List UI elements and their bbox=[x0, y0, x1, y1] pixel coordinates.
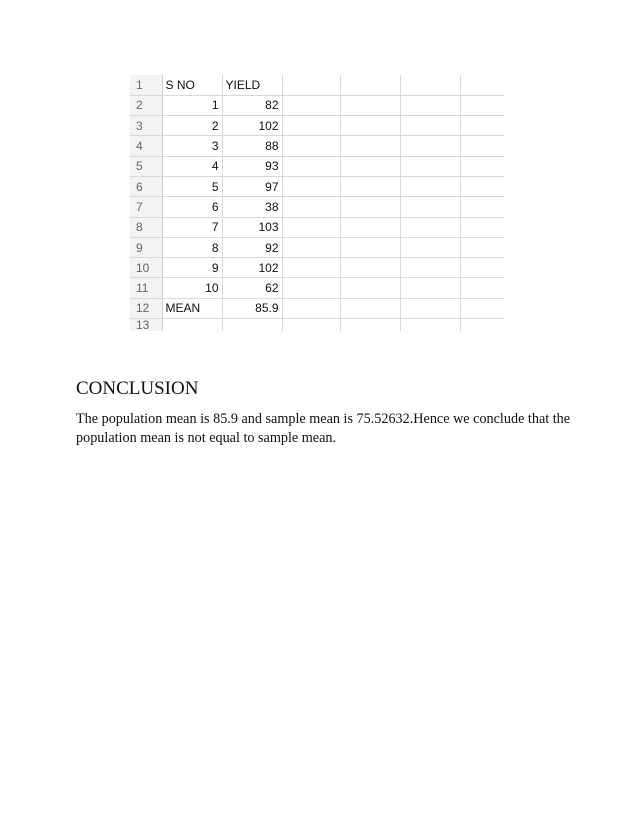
row-number: 5 bbox=[130, 156, 162, 176]
sno-cell: 6 bbox=[162, 197, 222, 217]
empty-cell bbox=[282, 95, 340, 115]
empty-cell bbox=[400, 116, 460, 136]
row-number: 1 bbox=[130, 75, 162, 95]
spreadsheet-grid bbox=[130, 75, 504, 331]
empty-cell bbox=[340, 136, 400, 156]
empty-cell bbox=[460, 298, 504, 318]
empty-cell bbox=[340, 197, 400, 217]
yield-cell: 102 bbox=[222, 116, 282, 136]
sheet-row bbox=[130, 176, 504, 196]
empty-cell bbox=[400, 278, 460, 298]
empty-cell bbox=[400, 217, 460, 237]
empty-cell bbox=[460, 197, 504, 217]
empty-cell bbox=[282, 116, 340, 136]
sheet-row bbox=[130, 197, 504, 217]
sheet-row bbox=[130, 237, 504, 257]
empty-cell bbox=[340, 278, 400, 298]
sno-cell: 8 bbox=[162, 237, 222, 257]
empty-cell bbox=[222, 319, 282, 332]
sheet-row bbox=[130, 278, 504, 298]
sheet-row bbox=[130, 75, 504, 95]
empty-cell bbox=[460, 116, 504, 136]
yield-cell: 92 bbox=[222, 237, 282, 257]
sheet-row bbox=[130, 95, 504, 115]
mean-label: MEAN bbox=[162, 298, 222, 318]
empty-cell bbox=[460, 319, 504, 332]
sno-cell: 4 bbox=[162, 156, 222, 176]
yield-cell: 88 bbox=[222, 136, 282, 156]
empty-cell bbox=[340, 156, 400, 176]
sno-cell: 5 bbox=[162, 176, 222, 196]
empty-cell bbox=[340, 176, 400, 196]
empty-cell bbox=[400, 156, 460, 176]
empty-cell bbox=[282, 75, 340, 95]
empty-cell bbox=[400, 75, 460, 95]
empty-cell bbox=[282, 319, 340, 332]
yield-cell: 62 bbox=[222, 278, 282, 298]
empty-cell bbox=[340, 319, 400, 332]
yield-cell: 82 bbox=[222, 95, 282, 115]
empty-cell bbox=[282, 176, 340, 196]
sno-cell: 2 bbox=[162, 116, 222, 136]
empty-cell bbox=[282, 136, 340, 156]
empty-cell bbox=[282, 278, 340, 298]
empty-cell bbox=[282, 237, 340, 257]
yield-cell: 102 bbox=[222, 258, 282, 278]
conclusion-text: The population mean is 85.9 and sample mean is 75.52632.Hence we conclude that the population mean is not equal to sample mean. bbox=[76, 411, 571, 446]
empty-cell bbox=[460, 217, 504, 237]
row-number: 7 bbox=[130, 197, 162, 217]
empty-cell bbox=[400, 136, 460, 156]
row-number: 11 bbox=[130, 278, 162, 298]
empty-cell bbox=[340, 95, 400, 115]
empty-cell bbox=[340, 75, 400, 95]
empty-cell bbox=[340, 298, 400, 318]
empty-cell bbox=[282, 156, 340, 176]
sheet-row bbox=[130, 136, 504, 156]
row-number: 6 bbox=[130, 176, 162, 196]
empty-cell bbox=[460, 95, 504, 115]
empty-cell bbox=[400, 237, 460, 257]
yield-cell: 93 bbox=[222, 156, 282, 176]
yield-cell: 97 bbox=[222, 176, 282, 196]
sheet-row bbox=[130, 217, 504, 237]
empty-cell bbox=[282, 298, 340, 318]
row-number: 13 bbox=[130, 319, 162, 332]
yield-cell: 103 bbox=[222, 217, 282, 237]
sheet-row bbox=[130, 298, 504, 318]
sno-cell: 7 bbox=[162, 217, 222, 237]
row-number: 2 bbox=[130, 95, 162, 115]
empty-cell bbox=[460, 156, 504, 176]
empty-cell bbox=[460, 75, 504, 95]
empty-cell bbox=[400, 258, 460, 278]
empty-cell bbox=[460, 258, 504, 278]
empty-cell bbox=[400, 298, 460, 318]
empty-cell bbox=[400, 95, 460, 115]
empty-cell bbox=[400, 176, 460, 196]
empty-cell bbox=[340, 116, 400, 136]
empty-cell bbox=[460, 136, 504, 156]
sno-header: S NO bbox=[162, 75, 222, 95]
sheet-row bbox=[130, 319, 504, 332]
empty-cell bbox=[282, 197, 340, 217]
row-number: 9 bbox=[130, 237, 162, 257]
yield-cell: 38 bbox=[222, 197, 282, 217]
empty-cell bbox=[340, 258, 400, 278]
empty-cell bbox=[460, 176, 504, 196]
empty-cell bbox=[400, 319, 460, 332]
empty-cell bbox=[282, 258, 340, 278]
mean-value: 85.9 bbox=[222, 298, 282, 318]
sno-cell: 1 bbox=[162, 95, 222, 115]
empty-cell bbox=[460, 278, 504, 298]
empty-cell bbox=[400, 197, 460, 217]
sno-cell: 9 bbox=[162, 258, 222, 278]
empty-cell bbox=[162, 319, 222, 332]
sno-cell: 3 bbox=[162, 136, 222, 156]
sno-cell: 10 bbox=[162, 278, 222, 298]
row-number: 12 bbox=[130, 298, 162, 318]
row-number: 4 bbox=[130, 136, 162, 156]
row-number: 8 bbox=[130, 217, 162, 237]
yield-header: YIELD bbox=[222, 75, 282, 95]
empty-cell bbox=[282, 217, 340, 237]
conclusion-heading: CONCLUSION bbox=[76, 378, 199, 399]
sheet-row bbox=[130, 116, 504, 136]
empty-cell bbox=[460, 237, 504, 257]
empty-cell bbox=[340, 237, 400, 257]
empty-cell bbox=[340, 217, 400, 237]
row-number: 10 bbox=[130, 258, 162, 278]
sheet-row bbox=[130, 156, 504, 176]
row-number: 3 bbox=[130, 116, 162, 136]
sheet-row bbox=[130, 258, 504, 278]
